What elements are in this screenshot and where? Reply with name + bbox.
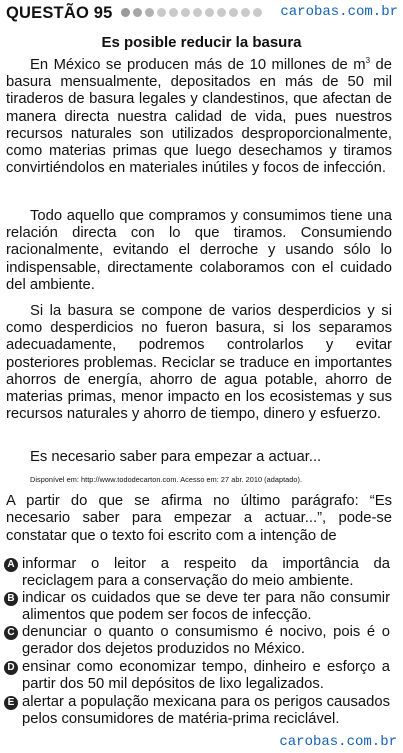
cubic-superscript: 3 xyxy=(365,56,371,65)
dot-icon xyxy=(253,8,262,17)
paragraph-4 xyxy=(6,449,392,466)
option-text: ensinar como economizar tempo, dinheiro e esforço a partir dos 50 mil depósitos de lixo legalizados. xyxy=(22,659,390,692)
option-letter-badge: C xyxy=(4,626,18,640)
site-watermark: carobas.com.br xyxy=(280,4,398,20)
dot-icon xyxy=(217,8,226,17)
option-text: alertar a população mexicana para os perigos causados pelos consumidores de matéria-prima reciclável. xyxy=(22,694,390,727)
text-title: Es posible reducir la basura xyxy=(101,34,302,51)
dot-icon xyxy=(145,8,154,17)
paragraph-3 xyxy=(6,303,392,423)
paragraph-3-text: Si la basura se compone de varios desperdicios y si como desperdicios no fueron basura, si los separamos adecuadamente, podremos controlarlos y evitar posteriores problemas. Reciclar se traduce en importantes ahorros de energía, ahorro de agua potable, ahorro de materias primas, menor impacto en los ecosistemas y sus recursos naturales y ahorro de tiempo, dinero y esfuerzo. xyxy=(6,303,392,423)
option-text: indicar os cuidados que se deve ter para não consumir alimentos que podem ser focos de infecção. xyxy=(22,590,390,623)
dot-icon xyxy=(169,8,178,17)
question-statement: A partir do que se afirma no último parágrafo: “Es necesario saber para empezar a actuar...”, pode-se constatar que o texto foi escrito com a intenção de xyxy=(6,493,392,544)
option-a[interactable] xyxy=(4,556,390,590)
source-citation: Disponível em: http://www.tododecarton.com. Acesso em: 27 abr. 2010 (adaptado). xyxy=(30,475,303,484)
option-letter-badge: A xyxy=(4,558,18,572)
option-b[interactable] xyxy=(4,590,390,624)
option-text: denunciar o quanto o consumismo é nocivo, pois é o gerador dos dejetos produzidos no México. xyxy=(22,624,390,657)
paragraph-1-start: En México se producen más de 10 millones de m xyxy=(30,57,366,73)
paragraph-2 xyxy=(6,208,392,294)
option-c[interactable] xyxy=(4,624,390,658)
paragraph-4-text: Es necesario saber para empezar a actuar... xyxy=(30,449,322,465)
question-number: QUESTÃO 95 xyxy=(6,4,113,22)
paragraph-2-text: Todo aquello que compramos y consumimos tiene una relación directa con lo que tiramos. Consumiendo racionalmente, evitando el derroche y usando sólo lo indispensable, directamente colaboramos con el cuidado del ambiente. xyxy=(6,208,392,293)
dot-icon xyxy=(133,8,142,17)
dot-icon xyxy=(193,8,202,17)
option-letter-badge: B xyxy=(4,592,18,606)
dot-icon xyxy=(157,8,166,17)
paragraph-1-rest: de basura mensualmente, depositados en más de 50 mil tiraderos de basura legales y clandestinos, que afectan de manera directa nuestra calidad de vida, pues nuestros recursos naturales son utilizados desproporcionalmente, como materias primas que luego desechamos y tiramos convirtiéndolos en materiales inútiles y focos de infección. xyxy=(6,57,392,177)
question-header xyxy=(6,3,398,25)
option-text: informar o leitor a respeito da importância da reciclagem para a conservação do meio ambiente. xyxy=(22,556,390,589)
option-d[interactable] xyxy=(4,659,390,693)
paragraph-1 xyxy=(6,57,392,177)
option-e[interactable] xyxy=(4,694,390,728)
footer-watermark: carobas.com.br xyxy=(279,734,397,750)
dot-icon xyxy=(205,8,214,17)
option-letter-badge: E xyxy=(4,696,18,710)
dot-icon xyxy=(181,8,190,17)
dot-icon xyxy=(241,8,250,17)
dot-separator xyxy=(121,8,262,17)
dot-icon xyxy=(229,8,238,17)
option-letter-badge: D xyxy=(4,661,18,675)
dot-icon xyxy=(121,8,130,17)
